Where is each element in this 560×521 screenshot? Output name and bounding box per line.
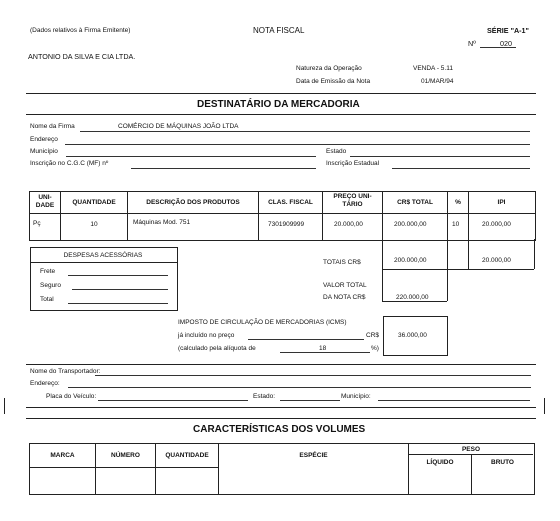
vehicle-plate-label: Placa do Veículo:	[46, 393, 97, 400]
nature-value: VENDA - 5.11	[413, 65, 453, 72]
col-volume-quantity-header: QUANTIDADE	[165, 452, 209, 459]
row-unit: Pç	[33, 220, 41, 227]
row-quantity: 10	[90, 221, 98, 228]
city-label: Município	[30, 148, 58, 155]
products-header-divider	[29, 213, 535, 214]
row-ipi: 20.000,00	[482, 221, 511, 228]
firm-underline	[80, 131, 530, 132]
icms-rate-suffix: %)	[371, 345, 379, 352]
firm-label: Nome da Firma	[30, 123, 75, 130]
cgc-underline	[131, 168, 316, 169]
expenses-total-label: Total	[40, 296, 54, 303]
vehicle-state-label: Estado:	[253, 393, 276, 400]
col-percent-header: %	[455, 199, 461, 206]
ipi-total-value: 20.000,00	[482, 257, 511, 264]
row-class: 7301909999	[268, 221, 305, 228]
icms-rate-label: (calculado pela alíquota de	[178, 345, 256, 352]
emitter-note: (Dados relativos à Firma Emitente)	[30, 27, 131, 34]
grand-total-value: 220.000,00	[396, 294, 429, 301]
col-species-header: ESPÉCIE	[299, 452, 328, 459]
col-class-header: CLAS. FISCAL	[268, 199, 313, 206]
col-gross-weight-header: BRUTO	[491, 459, 514, 466]
state-underline	[350, 156, 530, 157]
icms-rate-value: 18	[319, 345, 327, 352]
totals-value: 200.000,00	[394, 257, 427, 264]
carrier-address-label: Endereço:	[30, 380, 60, 387]
state-registration-underline	[392, 168, 530, 169]
col-description-header: DESCRIÇÃO DOS PRODUTOS	[146, 199, 240, 206]
insurance-label: Seguro	[40, 282, 61, 289]
recipient-section-title: DESTINATÁRIO DA MERCADORIA	[197, 99, 360, 110]
col-brand-header: MARCA	[50, 452, 75, 459]
freight-label: Frete	[40, 268, 56, 275]
city-underline	[66, 156, 316, 157]
col-ipi-header: IPI	[497, 199, 506, 206]
col-quantity-header: QUANTIDADE	[72, 199, 116, 206]
col-net-weight-header: LÍQUIDO	[426, 459, 454, 466]
firm-value: COMÉRCIO DE MÁQUINAS JOÃO LTDA	[118, 123, 239, 130]
icms-currency: CR$	[366, 332, 380, 339]
icms-title: IMPOSTO DE CIRCULAÇÃO DE MERCADORIAS (ICMS)	[178, 319, 347, 326]
series-label: SÉRIE "A-1"	[487, 26, 529, 35]
nature-label: Natureza da Operação	[296, 65, 362, 72]
vehicle-city-label: Município:	[341, 393, 371, 400]
col-number-header: NÚMERO	[111, 452, 140, 459]
date-value: 01/MAR/94	[421, 78, 454, 85]
carrier-name-label: Nome do Transportador:	[30, 368, 101, 375]
grand-total-label-2: DA NOTA CR$	[323, 294, 366, 301]
number-label: Nº	[468, 39, 476, 48]
number-value: 020	[500, 39, 512, 48]
date-label: Data de Emissão da Nota	[296, 78, 371, 85]
volumes-section-title: CARACTERÍSTICAS DOS VOLUMES	[193, 424, 366, 435]
col-unit-header: UNI- DADE	[35, 194, 55, 209]
address-label: Endereço	[30, 136, 58, 143]
col-weight-header: PESO	[461, 446, 481, 453]
icms-value: 36.000,00	[398, 332, 427, 339]
col-unit-price-header: PREÇO UNI- TÁRIO	[333, 193, 372, 208]
row-unit-price: 20.000,00	[334, 221, 363, 228]
state-label: Estado	[326, 148, 347, 155]
cgc-label: Inscrição no C.G.C (MF) nº	[30, 160, 109, 167]
col-total-header: CR$ TOTAL	[397, 199, 433, 206]
company-name: ANTONIO DA SILVA E CIA LTDA.	[28, 52, 136, 61]
grand-total-label-1: VALOR TOTAL	[323, 282, 367, 289]
document-title: NOTA FISCAL	[253, 26, 305, 35]
recipient-divider	[26, 114, 536, 115]
header-divider	[26, 93, 536, 94]
address-underline	[65, 144, 530, 145]
row-percent: 10	[452, 221, 460, 228]
state-registration-label: Inscrição Estadual	[326, 160, 380, 167]
expenses-title: DESPESAS ACESSÓRIAS	[63, 252, 143, 259]
icms-included-label: já incluído no preço	[178, 332, 235, 339]
row-description: Máquinas Mod. 751	[133, 219, 191, 226]
row-total: 200.000,00	[394, 221, 427, 228]
totals-label: TOTAIS CR$	[323, 259, 361, 266]
